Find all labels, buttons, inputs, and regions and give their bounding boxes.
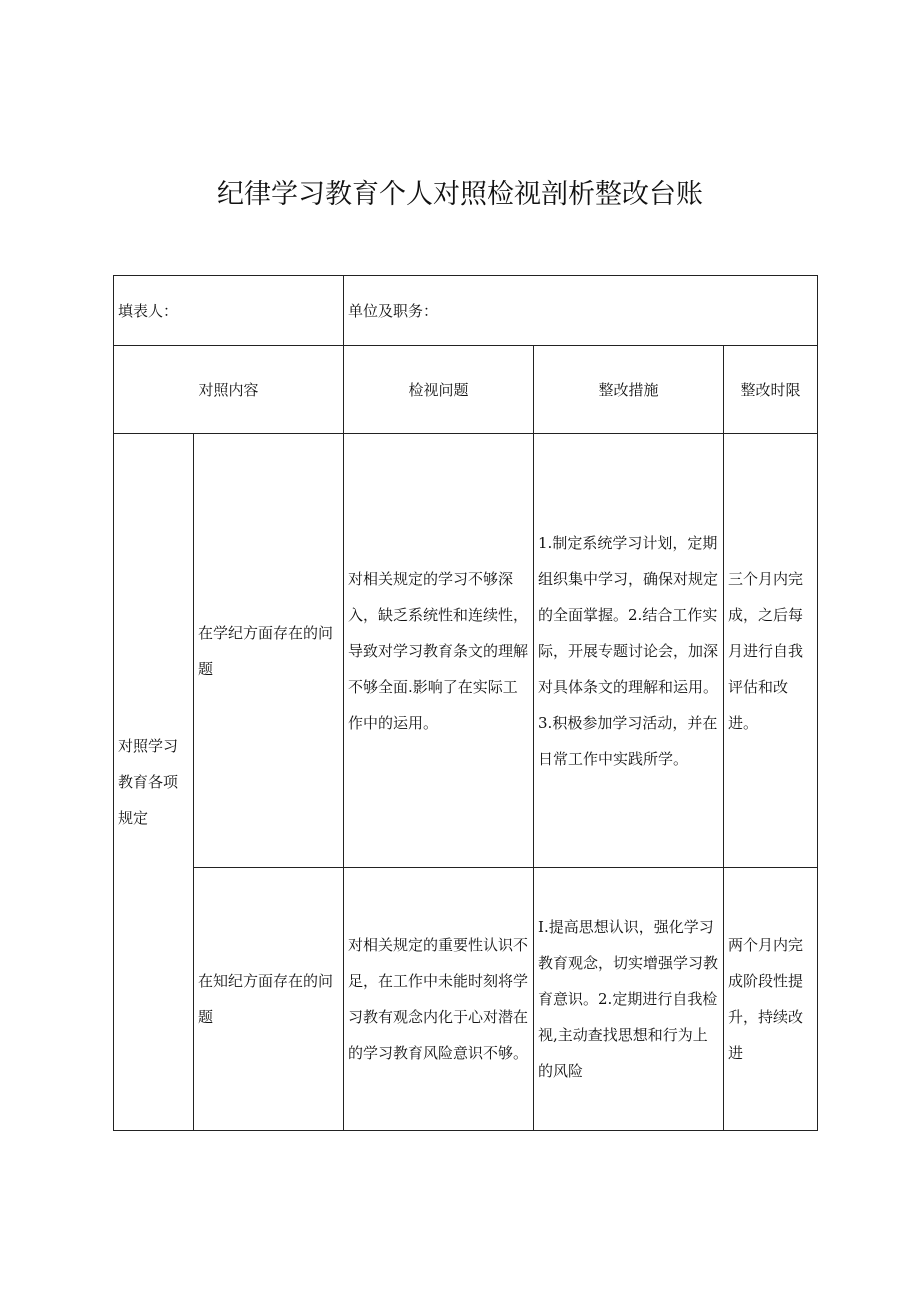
aspect-cell: 在学纪方面存在的问题	[194, 434, 344, 868]
table-row	[114, 868, 818, 1131]
header-content: 对照内容	[114, 346, 344, 434]
header-deadline: 整改时限	[724, 346, 818, 434]
document-title: 纪律学习教育个人对照检视剖析整改台账	[217, 179, 703, 210]
header-measure: 整改措施	[534, 346, 724, 434]
rectification-ledger-table	[113, 275, 818, 1131]
header-issue: 检视问题	[344, 346, 534, 434]
aspect-cell: 在知纪方面存在的问题	[194, 868, 344, 1131]
measure-cell: I.提高思想认识，强化学习教育观念，切实增强学习教育意识。2.定期进行自我检视,主动查找思想和行为上的风险	[534, 868, 724, 1131]
filler-label: 填表人：	[114, 276, 344, 346]
issue-cell: 对相关规定的重要性认识不足，在工作中未能时刻将学习教有观念内化于心对潜在的学习教育风险意识不够。	[344, 868, 534, 1131]
category-cell: 对照学习教育各项规定	[114, 434, 194, 1131]
header-row	[114, 346, 818, 434]
deadline-cell: 两个月内完成阶段性提升，持续改进	[724, 868, 818, 1131]
unit-position-label: 单位及职务：	[344, 276, 818, 346]
measure-cell: 1.制定系统学习计划，定期组织集中学习，确保对规定的全面掌握。2.结合工作实际，开展专题讨论会，加深对具体条文的理解和运用。3.积极参加学习活动，并在日常工作中实践所学。	[534, 434, 724, 868]
table-row	[114, 434, 818, 868]
fill-info-row	[114, 276, 818, 346]
deadline-cell: 三个月内完成，之后每月进行自我评估和改进。	[724, 434, 818, 868]
issue-cell: 对相关规定的学习不够深入，缺乏系统性和连续性，导致对学习教育条文的理解不够全面.影响了在实际工作中的运用。	[344, 434, 534, 868]
